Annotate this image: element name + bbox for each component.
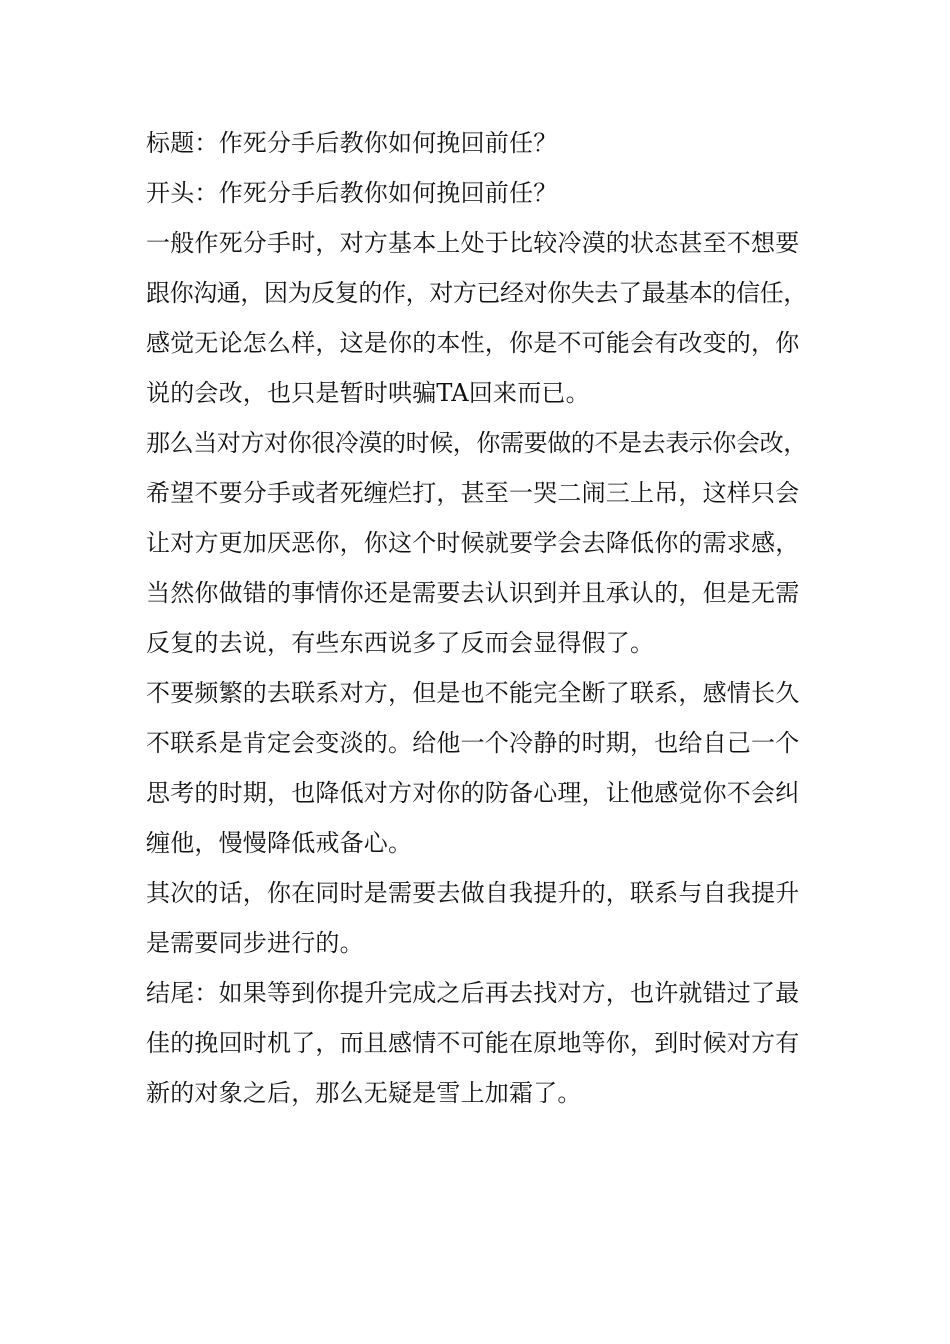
closing-line: 新的对象之后，那么无疑是雪上加霜了。 <box>146 1079 582 1107</box>
paragraph-line: 跟你沟通，因为反复的作，对方已经对你失去了最基本的信任， <box>146 279 807 307</box>
opening-line: 开头：作死分手后教你如何挽回前任？ <box>146 179 558 207</box>
paragraph-line: 让对方更加厌恶你，你这个时候就要学会去降低你的需求感， <box>146 529 800 557</box>
paragraph-line: 不要频繁的去联系对方，但是也不能完全断了联系，感情长久 <box>146 679 800 707</box>
paragraph-line: 反复的去说，有些东西说多了反而会显得假了。 <box>146 629 655 657</box>
title-line: 标题：作死分手后教你如何挽回前任？ <box>146 129 558 157</box>
paragraph-line: 是需要同步进行的。 <box>146 929 364 957</box>
paragraph-line: 感觉无论怎么样，这是你的本性，你是不可能会有改变的，你 <box>146 329 800 357</box>
closing-line: 结尾：如果等到你提升完成之后再去找对方，也许就错过了最 <box>146 979 800 1007</box>
closing-line: 佳的挽回时机了，而且感情不可能在原地等你，到时候对方有 <box>146 1029 800 1057</box>
paragraph-line: 思考的时期，也降低对方对你的防备心理，让他感觉你不会纠 <box>146 779 800 807</box>
paragraph-line: 那么当对方对你很冷漠的时候，你需要做的不是去表示你会改， <box>146 429 807 457</box>
document-body <box>146 118 836 1118</box>
paragraph-line: 缠他，慢慢降低戒备心。 <box>146 829 413 857</box>
paragraph-line: 希望不要分手或者死缠烂打，甚至一哭二闹三上吊，这样只会 <box>146 479 800 507</box>
paragraph-line: 不联系是肯定会变淡的。给他一个冷静的时期，也给自己一个 <box>146 729 800 757</box>
paragraph-line: 说的会改，也只是暂时哄骗TA回来而已。 <box>146 379 590 407</box>
paragraph-line: 当然你做错的事情你还是需要去认识到并且承认的，但是无需 <box>146 579 800 607</box>
paragraph-line: 一般作死分手时，对方基本上处于比较冷漠的状态甚至不想要 <box>146 229 800 257</box>
paragraph-line: 其次的话，你在同时是需要去做自我提升的，联系与自我提升 <box>146 879 800 907</box>
